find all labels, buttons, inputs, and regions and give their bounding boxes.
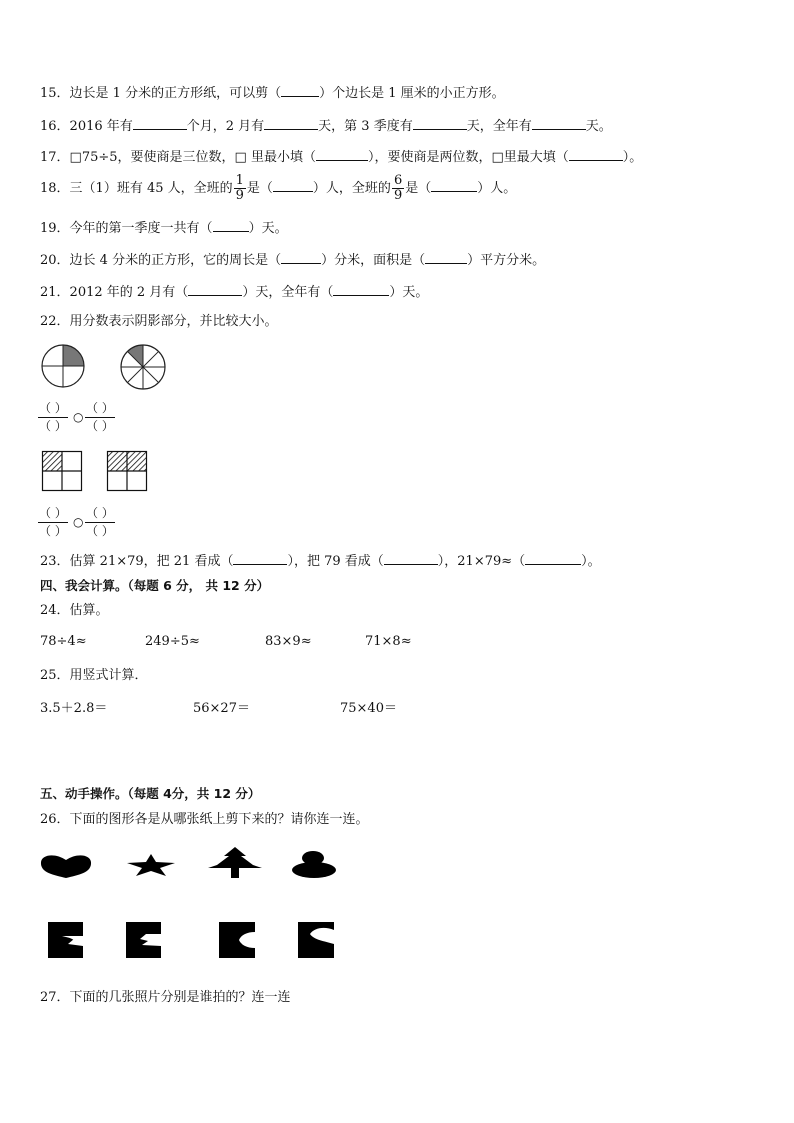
answer-blank[interactable]	[413, 116, 467, 130]
answer-blank[interactable]	[273, 178, 313, 192]
fraction-answer-right[interactable]: （ ） （ ）	[86, 506, 114, 538]
question-22: 22．用分数表示阴影部分，并比较大小。	[40, 314, 278, 329]
circle-quarters-figure	[41, 344, 85, 388]
fraction-answer-left[interactable]: （ ） （ ）	[39, 401, 67, 433]
section-heading: 五、动手操作。（每题 4分，共 12 分）	[40, 786, 261, 801]
question-18: 18．三（1）班有 45 人，全班的 $\frac{1}{9}$ 是（ ）人，全班的 $\frac{6}{9}$ 是（ ）人。	[40, 173, 517, 203]
paper-cut-b[interactable]	[126, 922, 162, 958]
fraction-one-ninth: $\frac{1}{9}$	[235, 173, 244, 203]
answer-blank[interactable]	[532, 116, 586, 130]
answer-blank[interactable]	[264, 116, 318, 130]
answer-blank[interactable]	[431, 178, 477, 192]
question-16: 16．2016 年有 个月，2 月有 天，第 3 季度有 天，全年有 天。	[40, 116, 612, 136]
paper-cut-a[interactable]	[48, 922, 84, 958]
question-21: 21．2012 年的 2 月有（ ）天，全年有（ ）天。	[40, 282, 428, 302]
answer-blank[interactable]	[333, 282, 389, 296]
answer-blank[interactable]	[525, 551, 581, 565]
paper-cut-d[interactable]	[298, 922, 334, 958]
question-26: 26．下面的图形各是从哪张纸上剪下来的？请你连一连。	[40, 812, 369, 827]
fraction-six-ninths: $\frac{6}{9}$	[393, 173, 403, 203]
heart-shape[interactable]	[40, 853, 92, 879]
question-17: 17．□75÷5，要使商是三位数，□ 里最小填（ ），要使商是两位数，□里最大填（ ）。	[40, 147, 642, 167]
answer-blank[interactable]	[384, 551, 438, 565]
answer-blank[interactable]	[133, 116, 187, 130]
tree-shape[interactable]	[208, 847, 262, 879]
question-27: 27．下面的几张照片分别是谁拍的？连一连	[40, 990, 291, 1005]
answer-blank[interactable]	[569, 147, 623, 161]
circle-eighths-figure	[120, 344, 166, 390]
question-23: 23．估算 21×79，把 21 看成（ ），把 79 看成（ ），21×79≈（ ）。	[40, 551, 601, 571]
answer-blank[interactable]	[425, 250, 467, 264]
question-24: 24．估算。	[40, 603, 109, 618]
answer-blank[interactable]	[316, 147, 368, 161]
vertical-calc-item: 56×27＝	[193, 701, 250, 716]
snowman-shape[interactable]	[291, 851, 337, 879]
compare-circle[interactable]: ○	[73, 515, 84, 529]
vertical-calc-item: 3.5＋2.8＝	[40, 701, 108, 716]
estimate-item: 249÷5≈	[145, 634, 200, 649]
answer-blank[interactable]	[188, 282, 242, 296]
compare-circle[interactable]: ○	[73, 410, 84, 424]
answer-blank[interactable]	[233, 551, 287, 565]
fraction-answer-left[interactable]: （ ） （ ）	[39, 506, 67, 538]
section-heading: 四、我会计算。（每题 6 分， 共 12 分）	[40, 578, 270, 593]
estimate-item: 78÷4≈	[40, 634, 87, 649]
answer-blank[interactable]	[281, 83, 319, 97]
question-20: 20．边长 4 分米的正方形，它的周长是（ ）分米，面积是（ ）平方分米。	[40, 250, 545, 270]
fraction-answer-right[interactable]: （ ） （ ）	[86, 401, 114, 433]
square-halves-figure	[107, 451, 147, 491]
paper-cut-c[interactable]	[219, 922, 255, 958]
square-quarters-figure	[42, 451, 82, 491]
answer-blank[interactable]	[213, 218, 249, 232]
question-25: 25．用竖式计算．	[40, 668, 148, 683]
star-shape[interactable]	[126, 854, 176, 876]
vertical-calc-item: 75×40＝	[340, 701, 397, 716]
answer-blank[interactable]	[281, 250, 321, 264]
estimate-item: 71×8≈	[365, 634, 412, 649]
question-15: 15．边长是 1 分米的正方形纸，可以剪（ ）个边长是 1 厘米的小正方形。	[40, 83, 505, 103]
estimate-item: 83×9≈	[265, 634, 312, 649]
question-19: 19．今年的第一季度一共有（ ）天。	[40, 218, 288, 238]
